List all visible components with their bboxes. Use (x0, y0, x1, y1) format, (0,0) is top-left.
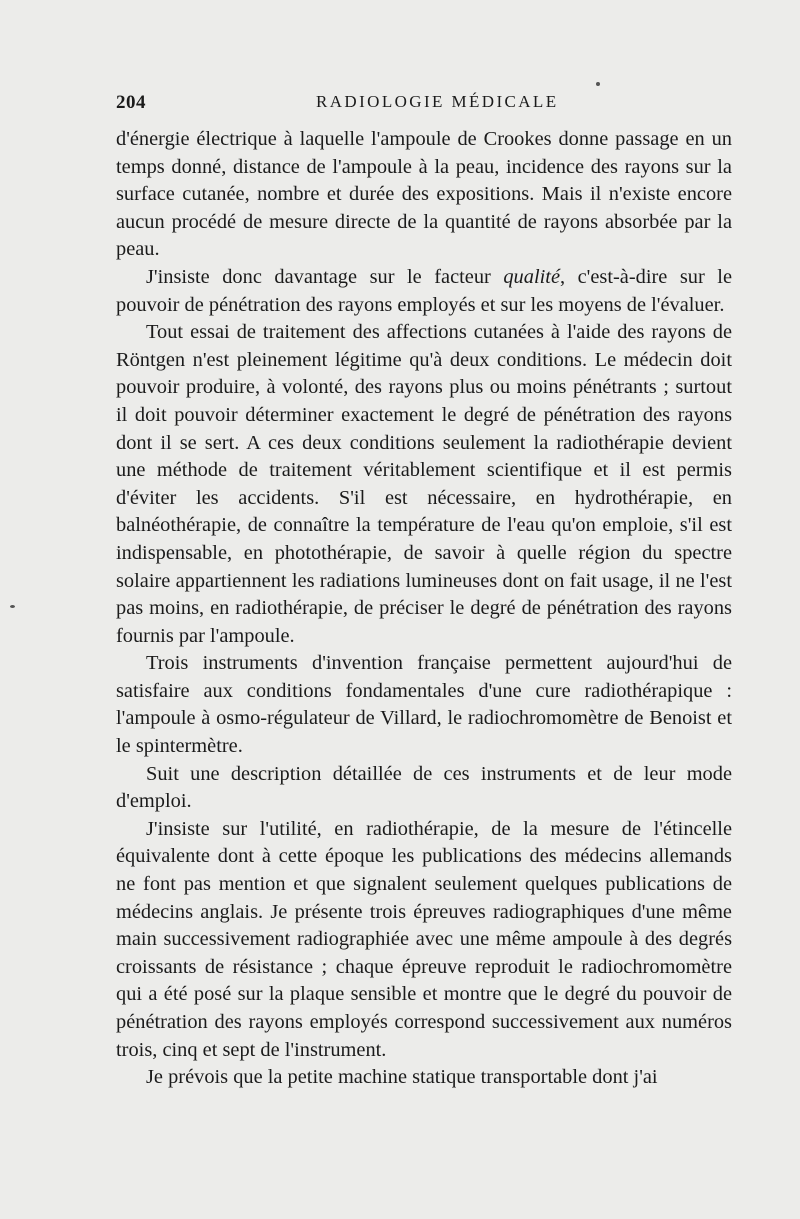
paragraph: Suit une description détaillée de ces instruments et de leur mode d'emploi. (116, 762, 732, 813)
paragraph: d'énergie électrique à laquelle l'ampoule de Crookes donne passage en un temps donné, distance de l'ampoule à la peau, incidence des rayons sur la surface cutanée, nombre et durée des expositions. Mais il n'existe encore aucun procédé de mesure directe de la quantité de rayons absorbée par la peau. (116, 128, 732, 261)
paragraph: Je prévois que la petite machine statique transportable dont j'ai (146, 1066, 658, 1089)
paragraph-text: J'insiste donc davantage sur le facteur (146, 265, 504, 288)
page-header (116, 88, 728, 118)
paragraph-text: , c'est-à-dire sur le pouvoir de pénétration des rayons employés et sur les moyens de l'évaluer. (116, 265, 732, 316)
emphasis-word: qualité (503, 265, 560, 288)
body-text (116, 126, 732, 1092)
ink-speck (596, 82, 600, 86)
paragraph: Trois instruments d'invention française permettent aujourd'hui de satisfaire aux conditions fondamentales d'une cure radiothérapique : l'ampoule à osmo-régulateur de Villard, le radiochromomètre de Benoist et le spintermètre. (116, 652, 732, 758)
paragraph: J'insiste sur l'utilité, en radiothérapie, de la mesure de l'étincelle équivalente dont à cette époque les publications des médecins allemands ne font pas mention et que signalent seulement quelques publications de médecins anglais. Je présente trois épreuves radiographiques d'une même main successivement radiographiée avec une même ampoule à des degrés croissants de résistance ; chaque épreuve reproduit le radiochromomètre qui a été posé sur la plaque sensible et montre que le degré du pouvoir de pénétration des rayons employés correspond successivement aux numéros trois, cinq et sept de l'instrument. (116, 817, 732, 1061)
running-title: RADIOLOGIE MÉDICALE (316, 92, 559, 111)
ink-speck (10, 605, 15, 608)
paragraph: Tout essai de traitement des affections cutanées à l'aide des rayons de Röntgen n'est pleinement légitime qu'à deux conditions. Le médecin doit pouvoir produire, à volonté, des rayons plus ou moins pénétrants ; surtout il doit pouvoir déterminer exactement le degré de pénétration des rayons dont il se sert. A ces deux conditions seulement la radiothérapie devient une méthode de traitement véritablement scientifique et il est permis d'éviter les accidents. S'il est nécessaire, en hydrothérapie, en balnéothérapie, de connaître la température de l'eau qu'on emploie, s'il est indispensable, en photothérapie, de savoir à quelle région du spectre solaire appartiennent les radiations lumineuses dont on fait usage, il ne l'est pas moins, en radiothérapie, de préciser le degré de pénétration des rayons fournis par l'ampoule. (116, 321, 732, 647)
paragraph (116, 264, 732, 319)
page-number: 204 (116, 92, 146, 113)
